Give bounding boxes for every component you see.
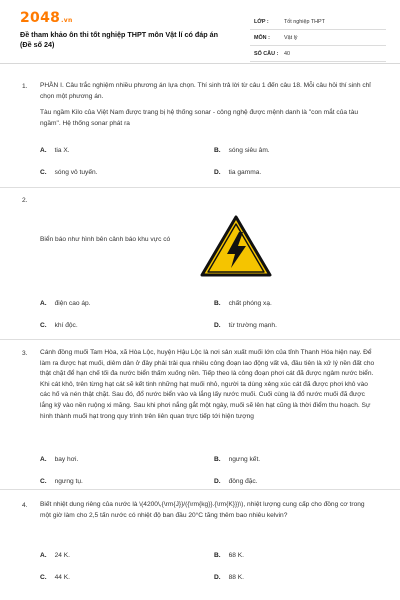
meta-row-count: [250, 46, 386, 62]
question-text: Biển báo như hình bên cảnh báo khu vực có: [40, 236, 171, 243]
option-text: sóng vô tuyến.: [54, 169, 98, 176]
question-text: Cánh đồng muối Tam Hòa, xã Hòa Lộc, huyện Hậu Lộc là nơi sản xuất muối lớn của tỉnh Thanh Hóa hiện nay. Để làm ra được hạt muối, diêm dân ở đây phải trải qua nhiều công đoạn lao động vất vả, đầu tiên là xử lý nền đất cho thật chặt để hạn chế tối đa nước biển thấm xuống nền. Tiếp theo là công đoạn phơi cát đã được ngâm nước biển. Khi cát khô, trên từng hạt cát sẽ kết tinh những hạt muối nhỏ, người ta dùng xẻng xúc cát đã được phơi khô vào các hố và nén thật chặt. Sau đó, đổ nước biển vào và lắng lấy nước muối. Cuối cùng là đổ nước muối đã được lắng kỹ vào nền ruộng xi măng. Sau khi phơi nắng gắt một ngày, muối sẽ lên hạt cũng là thời điểm thu hoạch. Sự hình thành muối hạt trong quy trình trên liên quan trực tiếp tới hiện tượng: [40, 349, 375, 420]
logo-suffix: .vn: [61, 17, 73, 24]
option-text: đông đặc.: [228, 478, 258, 485]
question-2: [0, 188, 400, 340]
meta-key: LỚP :: [254, 19, 269, 25]
meta-key: SỐ CÂU :: [254, 51, 279, 57]
option-b[interactable]: [214, 552, 244, 559]
option-label: C.: [40, 322, 47, 329]
option-text: bay hơi.: [54, 456, 79, 463]
meta-row-class: [250, 14, 386, 30]
option-c[interactable]: [40, 169, 97, 176]
page-header: [0, 0, 400, 64]
option-text: 24 K.: [54, 552, 70, 559]
option-c[interactable]: [40, 574, 70, 581]
meta-value: Vật lý: [284, 35, 298, 41]
logo-main: 2048: [20, 10, 61, 26]
meta-key: MÔN :: [254, 35, 270, 41]
option-c[interactable]: [40, 478, 83, 485]
high-voltage-warning-icon: [200, 214, 272, 278]
option-text: chất phóng xạ.: [228, 300, 272, 307]
option-text: 88 K.: [228, 574, 244, 581]
site-logo[interactable]: [20, 10, 73, 26]
question-number: 3.: [22, 350, 28, 357]
option-d[interactable]: [214, 574, 244, 581]
option-a[interactable]: [40, 147, 70, 154]
option-text: tia gamma.: [228, 169, 262, 176]
option-text: 68 K.: [228, 552, 244, 559]
option-label: C.: [40, 478, 47, 485]
option-d[interactable]: [214, 169, 261, 176]
option-label: B.: [214, 552, 221, 559]
option-label: C.: [40, 169, 47, 176]
question-text: Biết nhiệt dung riêng của nước là \(4200\,{\rm{J}}/({\rm{kg}}.{\rm{K}})\), nhiệt lượng cung cấp cho đồng cơ trong một giờ làm cho 2,5 tấn nước có nhiệt độ ban đầu 20°C tăng thêm bao nhiêu kelvin?: [40, 501, 365, 519]
option-label: A.: [40, 456, 47, 463]
option-label: B.: [214, 456, 221, 463]
option-label: C.: [40, 574, 47, 581]
option-d[interactable]: [214, 322, 277, 329]
option-label: A.: [40, 300, 47, 307]
option-label: D.: [214, 574, 221, 581]
option-b[interactable]: [214, 456, 260, 463]
question-1: [0, 64, 400, 188]
option-a[interactable]: [40, 300, 91, 307]
option-a[interactable]: [40, 552, 70, 559]
exam-meta: [250, 14, 386, 62]
option-c[interactable]: [40, 322, 78, 329]
option-b[interactable]: [214, 300, 272, 307]
option-label: A.: [40, 552, 47, 559]
question-text: Tàu ngầm Kilo của Việt Nam được trang bị hệ thống sonar - công nghệ được mệnh danh là "con mắt của tàu ngầm". Hệ thống sonar phát ra: [40, 109, 359, 127]
option-text: ngưng kết.: [228, 456, 261, 463]
question-4: [0, 490, 400, 600]
meta-row-subject: [250, 30, 386, 46]
option-label: B.: [214, 147, 221, 154]
option-label: A.: [40, 147, 47, 154]
meta-value: 40: [284, 51, 290, 57]
question-number: 1.: [22, 83, 28, 90]
option-b[interactable]: [214, 147, 270, 154]
option-label: D.: [214, 322, 221, 329]
option-label: D.: [214, 169, 221, 176]
exam-title: Đề tham khảo ôn thi tốt nghiệp THPT môn Vật lí có đáp án (Đề số 24): [20, 30, 219, 49]
option-text: sóng siêu âm.: [228, 147, 270, 154]
option-text: khí độc.: [54, 322, 78, 329]
question-number: 4.: [22, 502, 28, 509]
option-text: ngưng tụ.: [54, 478, 83, 485]
question-number: 2.: [22, 197, 28, 204]
option-d[interactable]: [214, 478, 258, 485]
option-a[interactable]: [40, 456, 78, 463]
option-text: điện cao áp.: [54, 300, 91, 307]
option-label: B.: [214, 300, 221, 307]
meta-value: Tốt nghiệp THPT: [284, 19, 325, 25]
question-3: [0, 340, 400, 490]
option-label: D.: [214, 478, 221, 485]
section-intro: PHẦN I. Câu trắc nghiệm nhiều phương án lựa chọn. Thí sinh trả lời từ câu 1 đến câu 18. Mỗi câu hỏi thí sinh chỉ chọn một phương án.: [40, 82, 371, 100]
option-text: 44 K.: [54, 574, 70, 581]
option-text: từ trường mạnh.: [228, 322, 277, 329]
option-text: tia X.: [54, 147, 70, 154]
